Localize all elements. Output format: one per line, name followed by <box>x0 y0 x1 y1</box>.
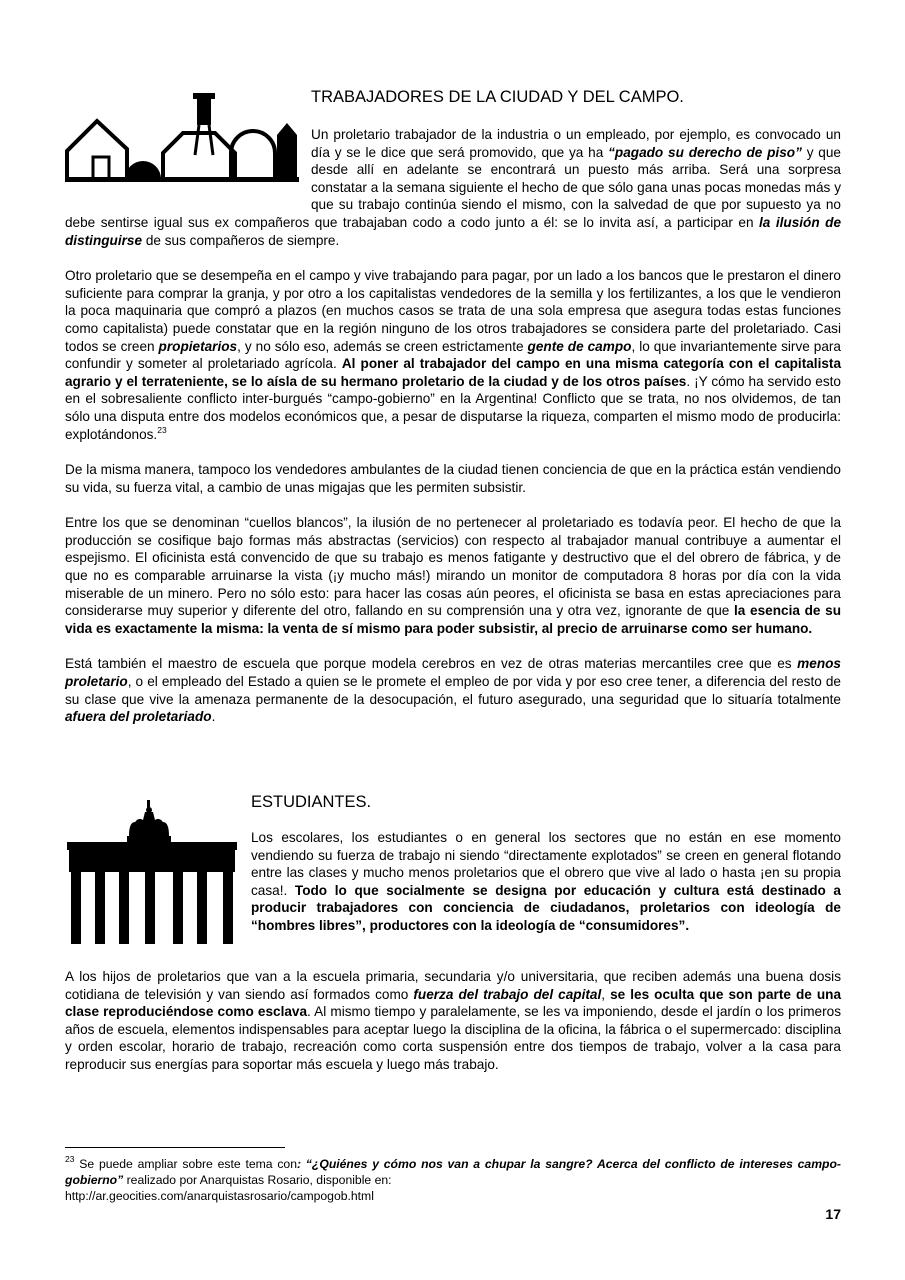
farm-buildings-silhouette-icon <box>65 93 311 199</box>
emphasis-text: afuera del proletariado <box>65 709 212 725</box>
text-run: , lo que invariantemente sirve para confundir y someter al proletariado agrícola. <box>65 338 841 372</box>
footnote <box>65 1156 841 1204</box>
paragraph <box>65 267 841 443</box>
text-run: Los escolares, los estudiantes o en general los sectores que no están en ese momento vendiendo su fuerza de trabajo ni siendo “directamente explotados” se creen en general flotando entre las clases y mucho menos proletarios que el obrero que vive al lado o hasta ¡en su propia casa!. <box>251 830 841 898</box>
footnote-number: 23 <box>65 1154 75 1164</box>
footnote-ref[interactable]: 23 <box>157 424 167 435</box>
text-run: de sus compañeros de siempre. <box>142 232 340 248</box>
paragraph <box>251 829 841 935</box>
text-run: Otro proletario que se desempeña en el campo y vive trabajando para pagar, por un lado a los bancos que le prestaron el dinero suficiente para comprar la granja, y por otro a los capitalistas vendedores de la semilla y los fertilizantes, a los que le vendieron la poca maquinaria que compró a plazos (en muchos casos se trata de una sola empresa que asegura todas estas funciones como capitalista) puede constatar que en la región ninguno de los otros trabajadores se considera parte del proletariado. Casi todos se creen <box>65 268 841 354</box>
emphasis-text: “pagado su derecho de piso” <box>608 144 802 160</box>
paragraph <box>65 514 841 637</box>
bold-text: se les oculta que son parte de una clase reproduciéndose como esclava <box>65 986 842 1020</box>
text-run: . ¡Y cómo ha servido esto en el sobresaliente conflicto inter-burgués “campo-gobierno” en la Argentina! Conflicto que se trata, no nos olvidemos, de tan sólo una disputa entre dos modelos económicos que, a pesar de disputarse la riqueza, comparten el mismo modo de producirla: explotándonos. <box>65 373 841 442</box>
brandenburg-gate-silhouette-icon <box>67 800 237 946</box>
paragraph <box>65 655 841 725</box>
text-run: Entre los que se denominan “cuellos blancos”, la ilusión de no pertenecer al proletariado es todavía peor. El hecho de que la producción se cosifique bajo formas más abstractas (servicios) con respecto al trabajador manual contribuye a aumentar el espejismo. El oficinista está convencido de que su trabajo es menos fatigante y destructivo que el del obrero de fábrica, y de que no es comparable arruinarse la vista (¡y mucho más!) mirando un monitor de computadora 8 horas por día con la vida miserable de un minero. Pero no sólo esto: para hacer las cosas aún peores, el oficinista se basa en estas apreciaciones para considerarse muy superior y diferente del otro, fallando en su comprensión una y otra vez, ignorante de que <box>65 515 841 619</box>
text-run: . <box>211 709 216 725</box>
bold-text: Todo lo que socialmente se designa por educación y cultura está destinado a producir trabajadores con conciencia de ciudadanos, proletarios con ideología de “hombres libres”, productores con la ideología de “consumidores”. <box>251 882 841 933</box>
emphasis-text: la ilusión de distinguirse <box>65 214 841 248</box>
text-run: , y no sólo eso, además se creen estrictamente <box>237 338 528 354</box>
emphasis-text: menos proletario <box>65 656 841 690</box>
emphasis-text: : “¿Quiénes y cómo nos van a chupar la sangre? Acerca del conflicto de intereses campo-gobierno” <box>65 1157 841 1187</box>
text-run: , o el empleado del Estado a quien se le promete el empleo de por vida y por eso cree tener, a diferencia del resto de su clase que vive la amenaza permanente de la desocupación, el futuro asegurado, una seguridad que lo situaría totalmente <box>65 674 841 707</box>
section-title-students: ESTUDIANTES. <box>251 793 372 811</box>
bold-text: la esencia de su vida es exactamente la misma: la venta de sí mismo para poder subsistir, al precio de arruinarse como ser humano. <box>65 603 841 636</box>
text-run: Está también el maestro de escuela que porque modela cerebros en vez de otras materias mercantiles cree que es <box>65 656 798 672</box>
text-run: Se puede ampliar sobre este tema con <box>74 1157 297 1171</box>
paragraph: De la misma manera, tampoco los vendedores ambulantes de la ciudad tienen conciencia de que en la práctica están vendiendo su vida, su fuerza vital, a cambio de unas migajas que les permiten subsistir. <box>65 462 841 495</box>
page-number: 17 <box>825 1206 841 1222</box>
paragraph <box>65 968 841 1074</box>
text-run: . Al mismo tiempo y paralelamente, se les va imponiendo, desde el jardín o los primeros años de escuela, elementos indispensables para aceptar luego la disciplina de la oficina, la fábrica o el supermercado: disciplina y orden escolar, horario de trabajo, recreación como corta suspensión entre dos tiempos de trabajo, volver a la casa para reproducir sus energías para soportar más escuela y luego más trabajo. <box>65 1004 842 1072</box>
text-run: A los hijos de proletarios que van a la escuela primaria, secundaria y/o universitaria, que reciben además una buena dosis cotidiana de televisión y van siendo así formados como <box>65 969 841 1002</box>
section-students-intro <box>251 829 841 935</box>
emphasis-text: propietarios <box>158 338 238 354</box>
emphasis-text: fuerza del trabajo del capital <box>413 986 602 1002</box>
section-title-workers: TRABAJADORES DE LA CIUDAD Y DEL CAMPO. <box>311 88 684 106</box>
emphasis-text: gente de campo <box>527 338 632 354</box>
footnote-separator <box>65 1147 285 1148</box>
bold-text: Al poner al trabajador del campo en una misma categoría con el capitalista agrario y el terrateniente, se lo aísla de su hermano proletario de la ciudad y de los otros países <box>65 356 842 389</box>
text-run: Un proletario trabajador de la industria o un empleado, por ejemplo, es convocado un día y se le dice que será promovido, que ya ha <box>311 127 841 160</box>
text-run: , <box>601 986 611 1002</box>
text-run: realizado por Anarquistas Rosario, disponible en: <box>123 1173 392 1187</box>
section-workers-body <box>65 126 841 726</box>
footnote-url[interactable]: http://ar.geocities.com/anarquistasrosario/campogob.html <box>65 1189 374 1203</box>
section-students-body <box>65 968 841 1074</box>
text-run: y que desde allí en adelante se encontrará un puesto más arriba. Será una sorpresa constatar a la semana siguiente el hecho de que sólo gana unas pocas monedas más y que su trabajo continúa siendo el mismo, con la salvedad de que por supuesto ya no debe sentirse igual sus ex compañeros que trabajaban codo a codo junto a él: se lo invita así, a participar en <box>65 144 841 230</box>
